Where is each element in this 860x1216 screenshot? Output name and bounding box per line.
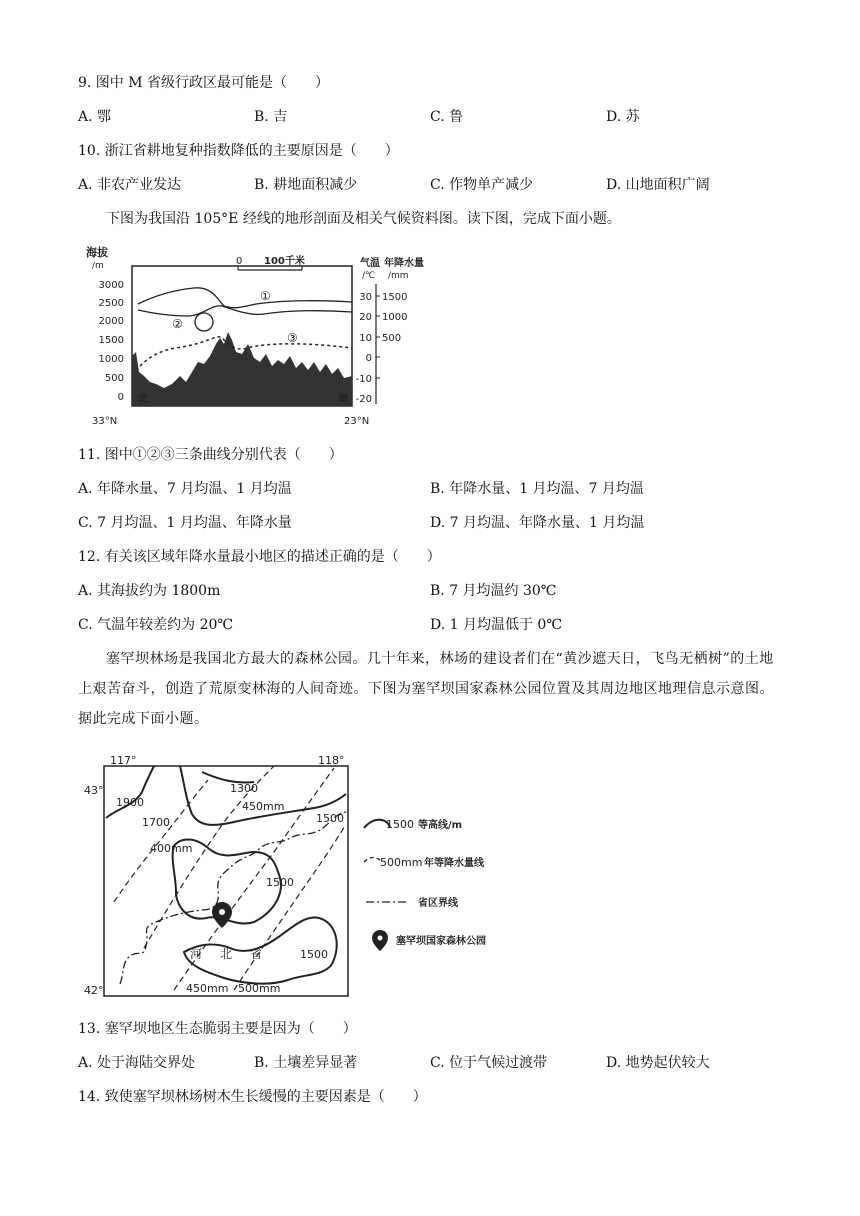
question-13-option-b[interactable]: B. 土壤差异显著 [254,1055,358,1071]
right-latitude: 23°N [344,416,370,427]
temp-tick: 10 [359,333,372,344]
question-11-option-d[interactable]: D. 7 月均温、年降水量、1 月均温 [430,515,645,531]
question-10-option-a[interactable]: A. 非农产业发达 [78,177,182,193]
question-12-option-c[interactable]: C. 气温年较差约为 20℃ [78,617,234,633]
latitude-bottom: 42° [84,984,104,997]
contour-label: 1500 [316,812,344,825]
contour-label: 1500 [300,948,328,961]
longitude-left: 117° [110,754,137,767]
question-10-option-d[interactable]: D. 山地面积广阔 [606,177,710,193]
question-12-option-d[interactable]: D. 1 月均温低于 0℃ [430,617,563,633]
question-12-option-a[interactable]: A. 其海拔约为 1800m [78,583,221,599]
south-label: 南 [338,394,348,405]
curve-label-3: ③ [287,331,298,345]
longitude-right: 118° [318,754,345,767]
precip-tick: 1000 [382,312,408,323]
province-char: 省 [250,947,263,961]
left-tick: 2000 [98,316,124,327]
curve-1 [138,288,352,308]
left-tick: 3000 [98,280,124,291]
left-axis-title: 海拔 [86,246,108,259]
contour-label: 1700 [142,816,170,829]
precip-tick: 500 [382,333,402,344]
legend-isohyet-label: 年等降水量线 [424,858,484,869]
question-10-stem: 10. 浙江省耕地复种指数降低的主要原因是（ ） [78,143,399,159]
highlight-circle [195,313,213,331]
left-tick: 500 [104,373,124,384]
isohyet-label: 500mm [238,982,281,995]
left-tick: 0 [117,392,124,403]
scale-zero: 0 [236,256,243,267]
curve-2 [138,306,352,316]
scale-label: 100千米 [264,256,305,267]
question-12-option-b[interactable]: B. 7 月均温约 30℃ [430,583,557,599]
legend-contour-label: 等高线/m [418,820,463,831]
terrain-profile-figure [84,244,424,430]
question-12-stem: 12. 有关该区域年降水量最小地区的描述正确的是（ ） [78,549,441,565]
intro-paragraph-2: 塞罕坝林场是我国北方最大的森林公园。几十年来，林场的建设者们在“黄沙遮天日，飞鸟无栖树”的土地上艰苦奋斗，创造了荒原变林海的人间奇迹。下图为塞罕坝国家森林公园位置及其周边地区地理信息示意图。据此完成下面小题。 [78,651,774,727]
left-axis-unit: /m [92,261,104,271]
precip-axis-title: 年降水量 [384,258,424,269]
temp-tick: 30 [359,292,372,303]
legend-park-label: 塞罕坝国家森林公园 [396,936,486,947]
question-9-option-c[interactable]: C. 鲁 [430,109,464,125]
contour-label: 1300 [230,782,258,795]
curve-label-2: ② [172,317,183,331]
temp-tick: -20 [355,394,372,405]
province-char: 北 [220,947,233,961]
map-legend [364,818,486,951]
question-10-option-b[interactable]: B. 耕地面积减少 [254,177,358,193]
intro-paragraph-1: 下图为我国沿 105°E 经线的地形剖面及相关气候资料图。读下图，完成下面小题。 [106,211,621,227]
left-latitude: 33°N [92,416,118,427]
temp-axis-unit: /℃ [362,271,376,281]
curve-label-1: ① [260,289,271,303]
question-13-stem: 13. 塞罕坝地区生态脆弱主要是因为（ ） [78,1021,357,1037]
north-label: 北 [138,394,148,405]
isohyet-label: 450mm [186,982,229,995]
contour-line [202,772,254,783]
precip-tick: 1500 [382,292,408,303]
saihanba-map-figure [84,752,514,1000]
temp-tick: 20 [359,312,372,323]
province-char: 河 [190,947,203,961]
question-9-stem: 9. 图中 M 省级行政区最可能是（ ） [78,75,330,91]
question-11-option-c[interactable]: C. 7 月均温、1 月均温、年降水量 [78,515,292,531]
question-13-option-c[interactable]: C. 位于气候过渡带 [430,1055,548,1071]
question-13-option-d[interactable]: D. 地势起伏较大 [606,1055,710,1071]
precip-axis-unit: /mm [388,271,409,281]
isohyet-label: 450mm [242,800,285,813]
question-11-option-a[interactable]: A. 年降水量、7 月均温、1 月均温 [78,481,292,497]
legend-park-marker-icon [372,930,388,951]
left-tick: 2500 [98,298,124,309]
terrain-silhouette [132,332,352,406]
question-14-stem: 14. 致使塞罕坝林场树木生长缓慢的主要因素是（ ） [78,1089,427,1105]
temp-tick: -10 [355,374,372,385]
legend-contour-value: 1500 [386,818,414,831]
question-11-stem: 11. 图中①②③三条曲线分别代表（ ） [78,447,343,463]
question-9-option-a[interactable]: A. 鄂 [78,109,112,125]
contour-label: 1900 [116,796,144,809]
contour-label: 1500 [266,876,294,889]
isohyet-label: 400mm [150,842,193,855]
forest-park-marker-icon [212,902,232,928]
legend-isohyet-value: 500mm [380,856,423,869]
legend-border-label: 省区界线 [418,898,458,909]
contour-line [106,766,154,818]
temp-tick: 0 [365,353,372,364]
isohyet-line [234,824,346,990]
question-9-option-d[interactable]: D. 苏 [606,109,640,125]
left-tick: 1500 [98,335,124,346]
question-13-option-a[interactable]: A. 处于海陆交界处 [78,1055,196,1071]
left-tick: 1000 [98,354,124,365]
question-9-option-b[interactable]: B. 吉 [254,109,288,125]
question-11-option-b[interactable]: B. 年降水量、1 月均温、7 月均温 [430,481,644,497]
question-10-option-c[interactable]: C. 作物单产减少 [430,177,534,193]
latitude-top: 43° [84,784,104,797]
temp-axis-title: 气温 [360,258,380,269]
